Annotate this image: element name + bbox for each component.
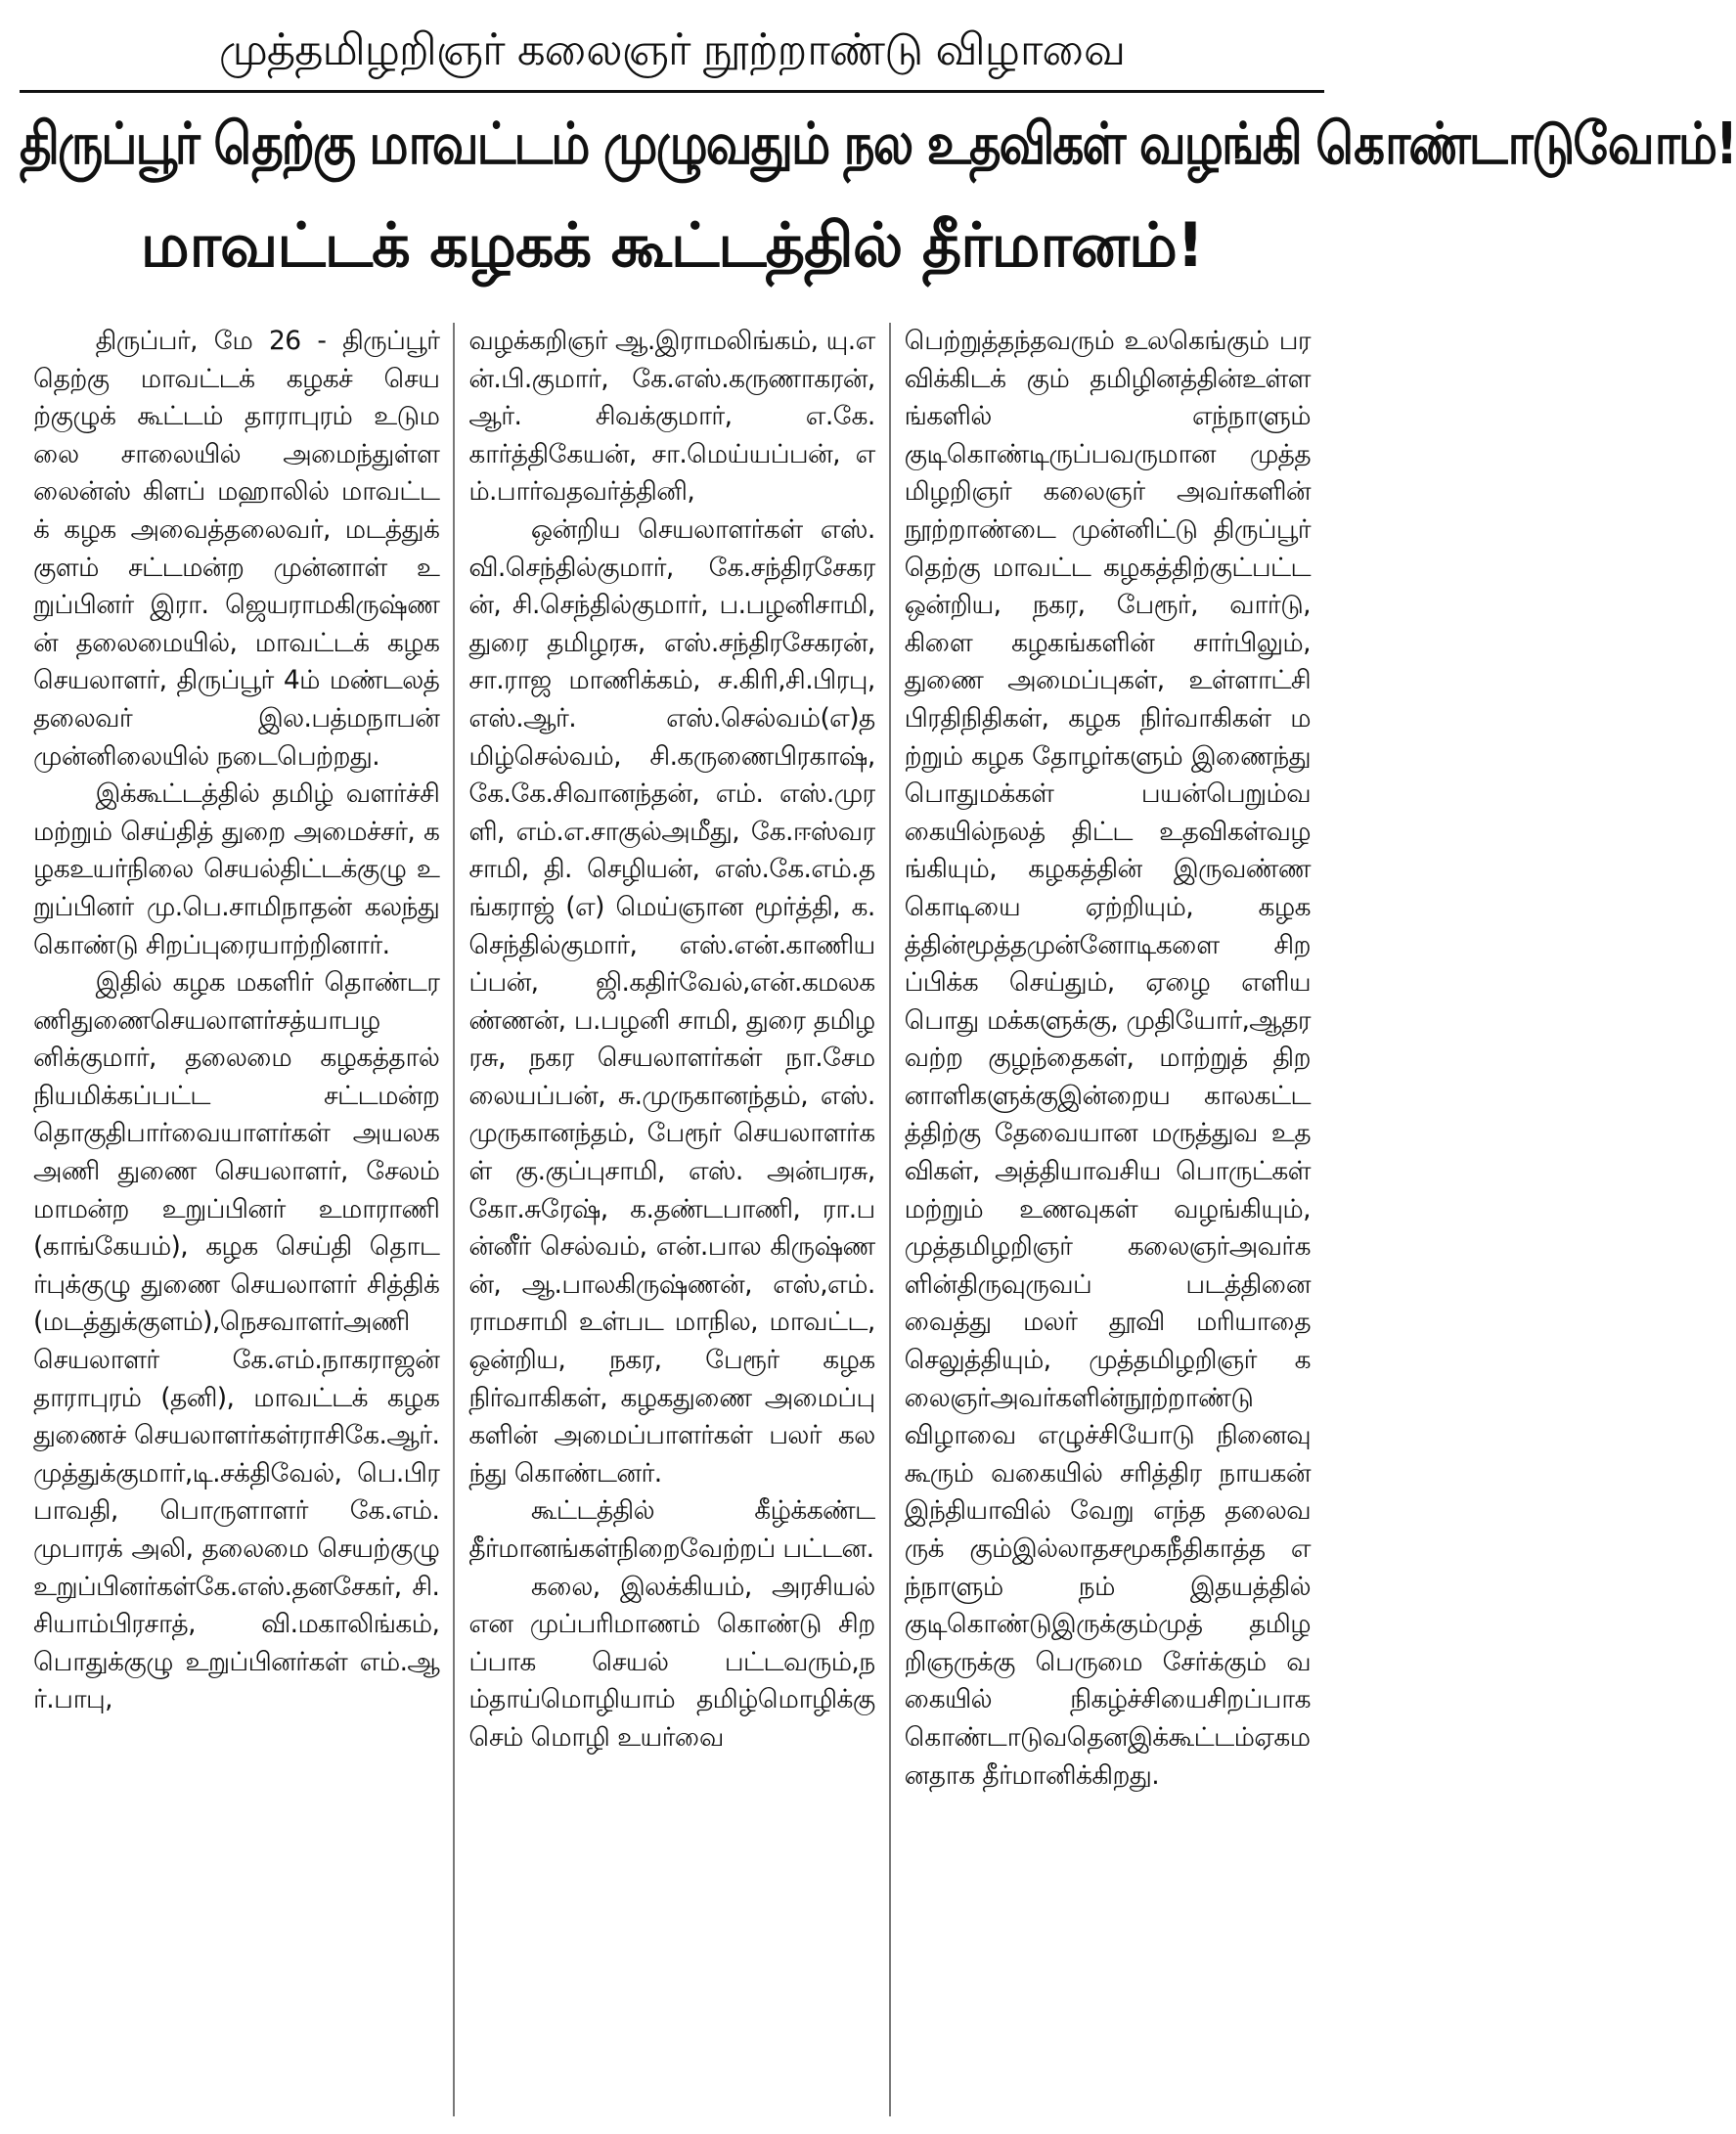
column-1 xyxy=(20,323,453,2116)
column-3 xyxy=(889,323,1324,2116)
kicker-line: முத்தமிழறிஞர் கலைஞர் நூற்றாண்டு விழாவை xyxy=(218,23,1126,75)
paragraph: ஒன்றிய செயலாளர்கள் எஸ்.வி.செந்தில்குமார், கே.சந்திரசேகரன், சி.செந்தில்குமார், ப.பழனிசாமி, துரை தமிழரசு, எஸ்.சந்திரசேகரன், சா.ராஜ மாணிக்கம், ச.கிரி,சி.பிரபு,எஸ்.ஆர். எஸ்.செல்வம்(எ)தமிழ்செல்வம், சி.கருணைபிரகாஷ், கே.கே.சிவானந்தன், எம். எஸ்.முரளி, எம்.எ.சாகுல்அமீது, கே.ஈஸ்வரசாமி, தி. செழியன், எஸ்.கே.எம்.தங்கராஜ் (எ) மெய்ஞான மூர்த்தி, க.செந்தில்குமார், எஸ்.என்.காணியப்பன், ஜி.கதிர்வேல்,என்.கமலகண்ணன், ப.பழனி சாமி, துரை தமிழரசு, நகர செயலாளர்கள் நா.சேமலையப்பன், சு.முருகானந்தம், எஸ்.முருகானந்தம், பேரூர் செயலாளர்கள் கு.குப்புசாமி, எஸ். அன்பரசு, கோ.சுரேஷ், க.தண்டபாணி, ரா.பன்னீர் செல்வம், என்.பால கிருஷ்ணன், ஆ.பாலகிருஷ்ணன், எஸ்,எம்.ராமசாமி உள்பட மாநில, மாவட்ட, ஒன்றிய, நகர, பேரூர் கழக நிர்வாகிகள், கழகதுணை அமைப்பு களின் அமைப்பாளர்கள் பலர் கலந்து கொண்டனர். xyxy=(468,513,875,1489)
paragraph: பெற்றுத்தந்தவரும் உலகெங்கும் பரவிக்கிடக் கும் தமிழினத்தின்உள்ளங்களில் எந்நாளும் குடிகொண்டிருப்பவருமான முத்தமிழறிஞர் கலைஞர் அவர்களின் நூற்றாண்டை முன்னிட்டு திருப்பூர் தெற்கு மாவட்ட கழகத்திற்குட்பட்ட ஒன்றிய, நகர, பேரூர், வார்டு, கிளை கழகங்களின் சார்பிலும், துணை அமைப்புகள், உள்ளாட்சி பிரதிநிதிகள், கழக நிர்வாகிகள் மற்றும் கழக தோழர்களும் இணைந்து பொதுமக்கள் பயன்பெறும்வகையில்நலத் திட்ட உதவிகள்வழங்கியும், கழகத்தின் இருவண்ண கொடியை ஏற்றியும், கழகத்தின்மூத்தமுன்னோடிகளை சிறப்பிக்க செய்தும், ஏழை எளிய பொது மக்களுக்கு, முதியோர்,ஆதரவற்ற குழந்தைகள், மாற்றுத் திறனாளிகளுக்குஇன்றைய காலகட்டத்திற்கு தேவையான மருத்துவ உதவிகள், அத்தியாவசிய பொருட்கள் மற்றும் உணவுகள் வழங்கியும், முத்தமிழறிஞர் கலைஞர்அவர்களின்திருவுருவப் படத்தினை வைத்து மலர் தூவி மரியாதை செலுத்தியும், முத்தமிழறிஞர் கலைஞர்அவர்களின்நூற்றாண்டு விழாவை எழுச்சியோடு நினைவு கூரும் வகையில் சரித்திர நாயகன் இந்தியாவில் வேறு எந்த தலைவருக் கும்இல்லாதசமூகநீதிகாத்த எந்நாளும் நம் இதயத்தில் குடிகொண்டுஇருக்கும்முத் தமிழறிஞருக்கு பெருமை சேர்க்கும் வகையில் நிகழ்ச்சியைசிறப்பாக கொண்டாடுவதெனஇக்கூட்டம்ஏகமனதாக தீர்மானிக்கிறது. xyxy=(904,326,1311,1791)
paragraph: வழக்கறிஞர் ஆ.இராமலிங்கம், யு.என்.பி.குமார், கே.எஸ்.கருணாகரன், ஆர். சிவக்குமார், எ.கே.கார்த்திகேயன், சா.மெய்யப்பன், எம்.பார்வதவர்த்தினி, xyxy=(468,326,875,508)
subheadline: மாவட்டக் கழகக் கூட்டத்தில் தீர்மானம்! xyxy=(140,209,1204,281)
divider-rule xyxy=(20,90,1324,93)
article-body xyxy=(20,323,1324,2116)
paragraph: திருப்பர், மே 26 - திருப்பூர் தெற்கு மாவட்டக் கழகச் செயற்குழுக் கூட்டம் தாராபுரம் உடுமலை சாலையில் அமைந்துள்ள லைன்ஸ் கிளப் மஹாலில் மாவட்டக் கழக அவைத்தலைவர், மடத்துக் குளம் சட்டமன்ற முன்னாள் உறுப்பினர் இரா. ஜெயராமகிருஷ்ணன் தலைமையில், மாவட்டக் கழக செயலாளர், திருப்பூர் 4ம் மண்டலத் தலைவர் இல.பத்மநாபன் முன்னிலையில் நடைபெற்றது. xyxy=(33,326,440,772)
paragraph: கலை, இலக்கியம், அரசியல் என முப்பரிமாணம் கொண்டு சிறப்பாக செயல் பட்டவரும்,நம்தாய்மொழியாம் தமிழ்மொழிக்கு செம் மொழி உயர்வை xyxy=(468,1571,875,1753)
paragraph: கூட்டத்தில் கீழ்க்கண்ட தீர்மானங்கள்நிறைவேற்றப் பட்டன. xyxy=(468,1495,875,1564)
headline: திருப்பூர் தெற்கு மாவட்டம் முழுவதும் நல உதவிகள் வழங்கி கொண்டாடுவோம்! xyxy=(20,110,1736,178)
column-2 xyxy=(453,323,888,2116)
paragraph: இதில் கழக மகளிர் தொண்டரணிதுணைசெயலாளர்சத்யாபழனிக்குமார், தலைமை கழகத்தால் நியமிக்கப்பட்ட சட்டமன்ற தொகுதிபார்வையாளர்கள் அயலக அணி துணை செயலாளர், சேலம் மாமன்ற உறுப்பினர் உமாராணி (காங்கேயம்), கழக செய்தி தொடர்புக்குழு துணை செயலாளர் சித்திக் (மடத்துக்குளம்),நெசவாளர்அணி செயலாளர் கே.எம்.நாகராஜன் தாராபுரம் (தனி), மாவட்டக் கழக துணைச் செயலாளர்கள்ராசிகே.ஆர். முத்துக்குமார்,டி.சக்திவேல், பெ.பிரபாவதி, பொருளாளர் கே.எம்.முபாரக் அலி, தலைமை செயற்குழு உறுப்பினர்கள்கே.எஸ்.தனசேகர், சி.சியாம்பிரசாத், வி.மகாலிங்கம், பொதுக்குழு உறுப்பினர்கள் எம்.ஆர்.பாபு, xyxy=(33,967,440,1715)
paragraph: இக்கூட்டத்தில் தமிழ் வளர்ச்சி மற்றும் செய்தித் துறை அமைச்சர், கழகஉயர்நிலை செயல்திட்டக்குழு உறுப்பினர் மு.பெ.சாமிநாதன் கலந்து கொண்டு சிறப்புரையாற்றினார். xyxy=(33,778,440,960)
